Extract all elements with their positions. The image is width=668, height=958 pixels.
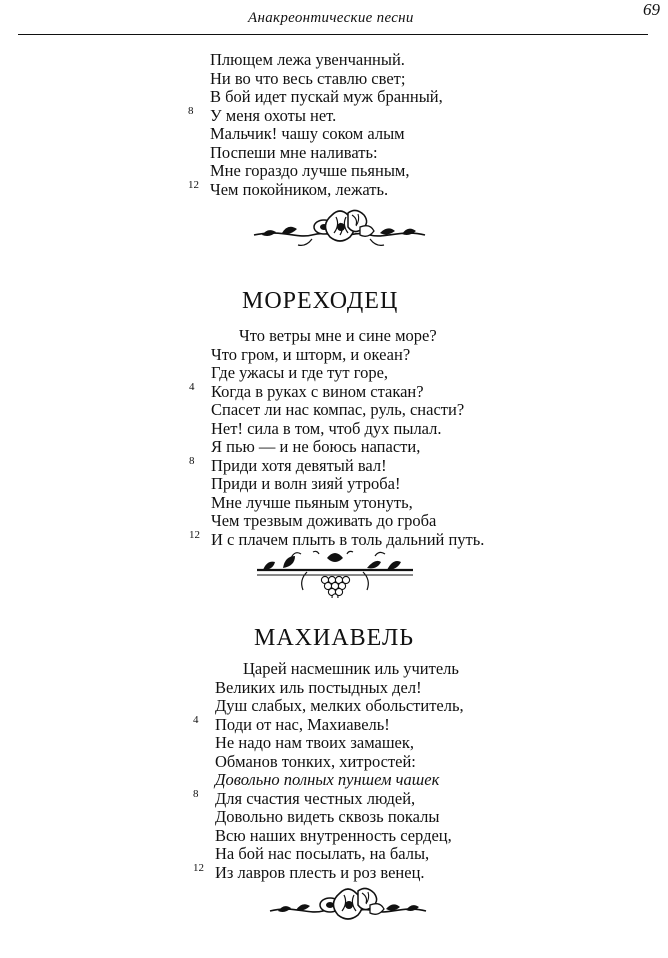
poem-line (211, 494, 484, 513)
poem-line (215, 771, 464, 790)
line-text: Мальчик! чашу соком алым (210, 124, 405, 143)
line-text: И с плачем плыть в толь дальний путь. (211, 529, 485, 549)
poem-line (189, 380, 484, 402)
line-text: Мне лучше пьяным утонуть, (211, 492, 413, 512)
poem-line (189, 454, 484, 476)
poem-line (211, 438, 484, 457)
floral-vignette-icon (252, 205, 427, 251)
poem-line (215, 734, 464, 753)
poem-line (215, 845, 464, 864)
poem-line (193, 713, 464, 735)
line-text: Мне гораздо лучше пьяным, (210, 161, 410, 180)
line-number: 12 (193, 861, 204, 874)
line-text: Из лавров плесть и роз венец. (215, 862, 425, 882)
poem-line (211, 327, 484, 346)
line-text: На бой нас посылать, на балы, (215, 844, 430, 863)
line-number: 4 (189, 380, 195, 393)
line-text: Довольно полных пуншем чашек (215, 770, 440, 789)
page-number: 69 (643, 0, 660, 19)
line-text: Когда в руках с вином стакан? (211, 381, 424, 401)
poem-line (210, 51, 443, 70)
poem-line (189, 528, 485, 550)
line-text: Приди и волн зияй утроба! (211, 474, 401, 493)
poem-line (193, 861, 464, 883)
poem-line (210, 162, 443, 181)
poem-line (210, 144, 443, 163)
line-text: Душ слабых, мелких обольститель, (215, 696, 464, 715)
poem-makhiavel (193, 659, 464, 882)
line-number: 8 (188, 104, 194, 117)
line-number: 12 (188, 178, 199, 191)
poem-line (211, 364, 484, 383)
running-title: Анакреонтические песни (248, 10, 414, 26)
line-text: Всю наших внутренность сердец, (215, 825, 452, 845)
poem-line (210, 88, 443, 107)
line-number: 8 (193, 787, 199, 800)
poem-line (215, 827, 464, 846)
line-text: Я пью — и не боюсь напасти, (211, 437, 421, 456)
poem-line (211, 475, 484, 494)
poem-line (215, 679, 464, 698)
line-text: Приди хотя девятый вал! (211, 455, 387, 475)
line-text: В бой идет пускай муж бранный, (210, 87, 443, 106)
poem-line (188, 178, 443, 200)
poem-line (193, 787, 464, 809)
line-text: Обманов тонких, хитростей: (215, 751, 416, 771)
line-text: Плющем лежа увенчанный. (210, 50, 405, 69)
poem-line (211, 401, 484, 420)
line-text: Где ужасы и где тут горе, (211, 363, 389, 382)
line-text: Поди от нас, Махиавель! (215, 714, 390, 734)
poem-line (211, 420, 484, 439)
poem-line (210, 125, 443, 144)
line-text: Великих иль постыдных дел! (215, 677, 422, 697)
line-text: Нет! сила в том, чтоб дух пылал. (211, 418, 442, 438)
poem-morekhodets (189, 326, 485, 549)
line-text: Ни во что весь ставлю свет; (210, 68, 406, 88)
line-text: Что гром, и шторм, и океан? (211, 344, 411, 364)
line-text: Довольно видеть сквозь покалы (215, 807, 440, 826)
poem-line (211, 346, 484, 365)
line-number: 8 (189, 454, 195, 467)
line-text: Что ветры мне и сине море? (239, 326, 437, 345)
poem-line (215, 660, 464, 679)
poem-continuation (188, 50, 443, 199)
line-text: Для счастия честных людей, (215, 788, 416, 808)
line-text: Чем трезвым доживать до гроба (211, 511, 437, 530)
line-number: 4 (193, 713, 199, 726)
grape-vine-vignette-icon (255, 548, 415, 598)
poem-line (215, 808, 464, 827)
line-text: Чем покойником, лежать. (210, 179, 389, 199)
poem-line (215, 753, 464, 772)
poem-line (215, 697, 464, 716)
poem-line (211, 512, 484, 531)
line-number: 12 (189, 528, 200, 541)
poem-title-makhiavel: МАХИАВЕЛЬ (254, 625, 415, 651)
line-text: Не надо нам твоих замашек, (215, 733, 415, 752)
poem-line (210, 70, 443, 89)
line-text: Царей насмешник иль учитель (243, 659, 459, 678)
line-text: Спасет ли нас компас, руль, снасти? (211, 400, 465, 419)
line-text: У меня охоты нет. (210, 105, 337, 125)
poem-line (188, 104, 443, 126)
line-text: Поспеши мне наливать: (210, 142, 378, 162)
floral-vignette-icon (268, 885, 428, 929)
poem-title-morekhodets: МОРЕХОДЕЦ (242, 288, 399, 314)
